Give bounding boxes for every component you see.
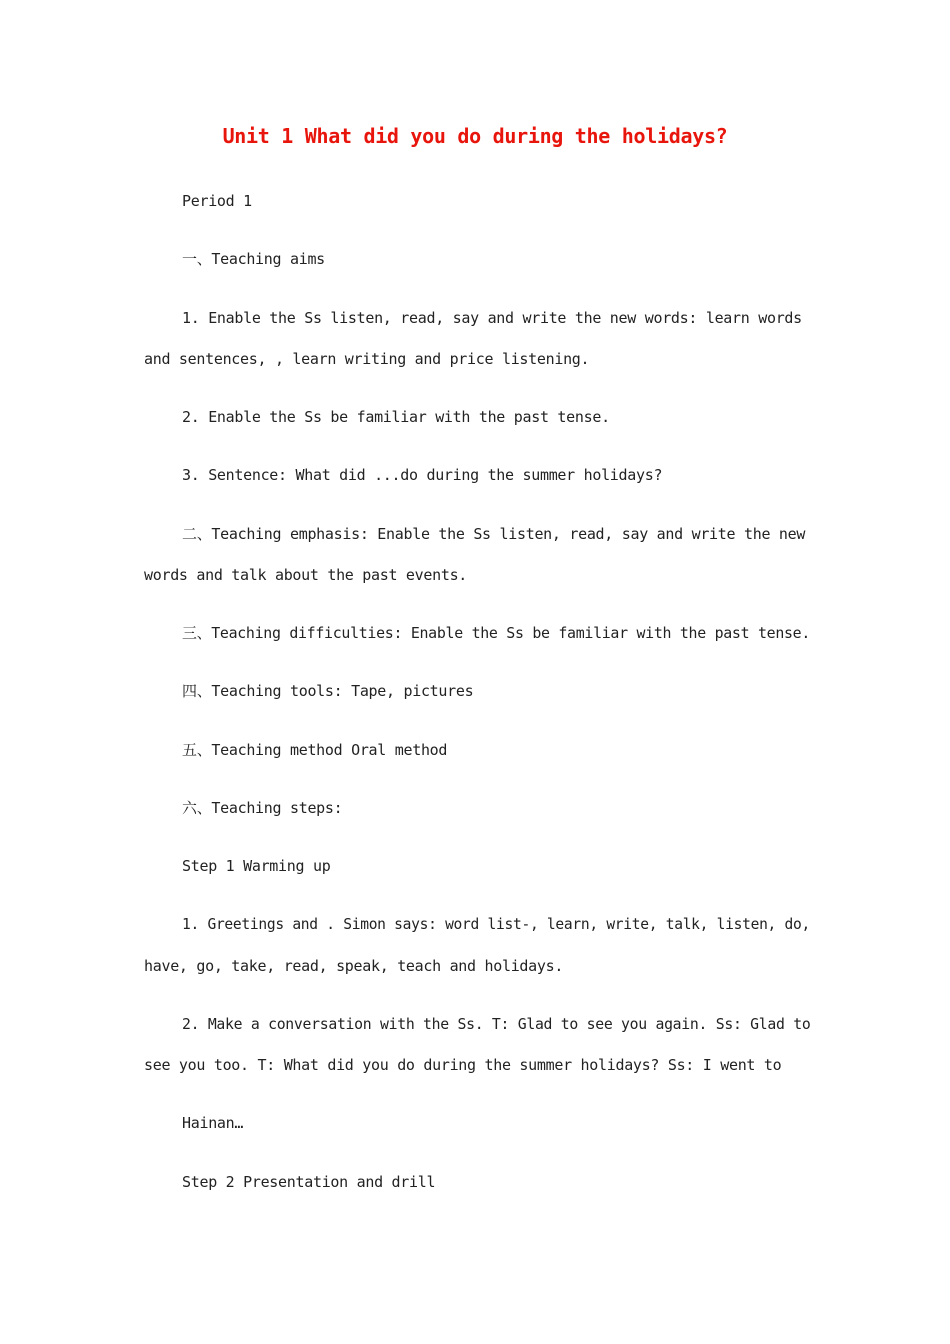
period-label: Period 1 [182,192,252,210]
aim-3: 3. Sentence: What did ...do during the summer holidays? [182,466,663,484]
difficulties: 三、Teaching difficulties: Enable the Ss be familiar with the past tense. [182,624,811,642]
emphasis-line-2: words and talk about the past events. [144,566,468,584]
aims-heading: 一、Teaching aims [182,250,325,268]
method: 五、Teaching method Oral method [182,741,448,759]
steps-heading: 六、Teaching steps: [182,799,343,817]
step-2-heading: Step 2 Presentation and drill [182,1173,436,1191]
aim-1-line-1: 1. Enable the Ss listen, read, say and write the new words: learn words [182,309,802,327]
step-1-item-2-line-2: see you too. T: What did you do during the summer holidays? Ss: I went to [144,1056,782,1074]
step-1-item-2-line-1: 2. Make a conversation with the Ss. T: Glad to see you again. Ss: Glad to [182,1015,811,1033]
aim-1-line-2: and sentences, , learn writing and price listening. [144,350,590,368]
step-1-item-2-line-3: Hainan… [182,1114,244,1132]
aim-2: 2. Enable the Ss be familiar with the past tense. [182,408,610,426]
tools: 四、Teaching tools: Tape, pictures [182,682,474,700]
step-1-item-1-line-1: 1. Greetings and . Simon says: word list-, learn, write, talk, listen, do, [182,915,810,933]
emphasis-line-1: 二、Teaching emphasis: Enable the Ss listen, read, say and write the new [182,525,806,543]
document-title: Unit 1 What did you do during the holidays? [222,124,728,148]
step-1-heading: Step 1 Warming up [182,857,331,875]
step-1-item-1-line-2: have, go, take, read, speak, teach and holidays. [144,957,564,975]
